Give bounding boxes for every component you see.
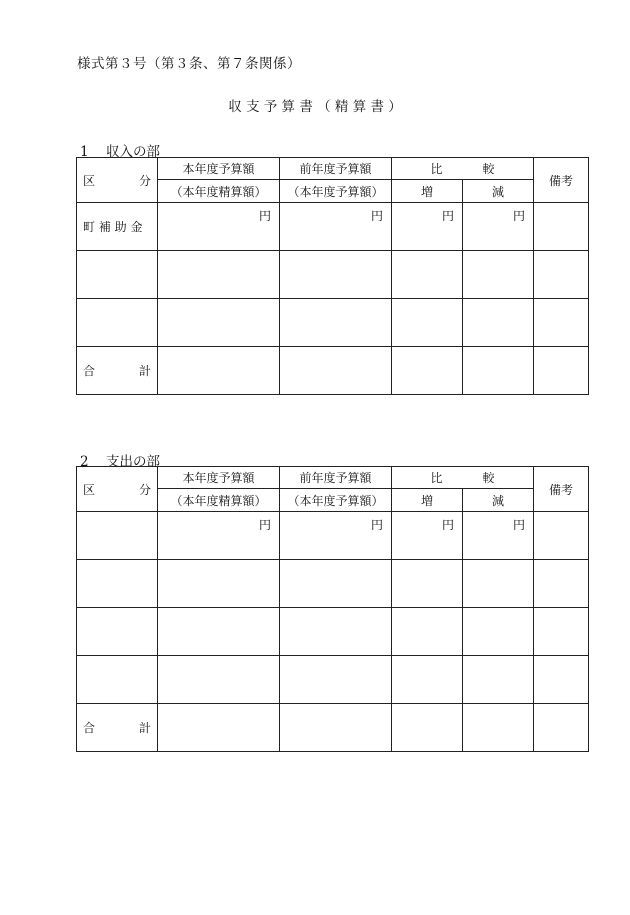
table-cell	[392, 299, 463, 347]
compare-right-label: 較	[482, 471, 495, 485]
table-cell	[534, 299, 589, 347]
income-table	[76, 157, 589, 395]
previous-year-header: 前年度予算額	[280, 158, 392, 180]
previous-year-subheader: （本年度予算額）	[280, 489, 392, 512]
kubun-header	[77, 467, 158, 512]
compare-header	[392, 158, 534, 180]
table-row	[77, 560, 589, 608]
decrease-header: 減	[463, 180, 534, 203]
yen-unit: 円	[463, 512, 534, 560]
table-cell	[534, 704, 589, 752]
expense-section-number: 2	[80, 454, 89, 470]
remarks-header: 備考	[534, 158, 589, 203]
table-row	[77, 203, 589, 251]
decrease-header: 減	[463, 489, 534, 512]
previous-year-subheader: （本年度予算額）	[280, 180, 392, 203]
yen-unit: 円	[280, 203, 392, 251]
table-cell	[280, 299, 392, 347]
table-cell	[534, 560, 589, 608]
table-cell	[463, 608, 534, 656]
table-cell	[392, 347, 463, 395]
current-year-subheader: （本年度精算額）	[158, 180, 280, 203]
table-cell	[158, 299, 280, 347]
table-cell	[280, 347, 392, 395]
income-header-row	[77, 158, 589, 180]
compare-right-label: 較	[482, 162, 495, 176]
yen-unit: 円	[463, 203, 534, 251]
total-row	[77, 347, 589, 395]
table-cell	[280, 704, 392, 752]
table-cell	[534, 251, 589, 299]
kubun-right-label: 分	[138, 482, 151, 497]
table-cell	[463, 299, 534, 347]
total-row	[77, 704, 589, 752]
table-cell	[534, 347, 589, 395]
table-cell	[534, 656, 589, 704]
increase-header: 増	[392, 489, 463, 512]
income-section-number: 1	[80, 144, 89, 160]
previous-year-header: 前年度予算額	[280, 467, 392, 489]
income-section-title: 収入の部	[106, 144, 160, 160]
total-right-label: 計	[138, 721, 151, 735]
table-cell	[463, 560, 534, 608]
expense-section-title: 支出の部	[106, 454, 160, 470]
total-left-label: 合	[83, 721, 96, 735]
total-label	[77, 704, 158, 752]
current-year-subheader: （本年度精算額）	[158, 489, 280, 512]
table-cell	[77, 560, 158, 608]
table-row	[77, 512, 589, 560]
table-cell	[463, 347, 534, 395]
table-row	[77, 608, 589, 656]
form-number: 様式第３号（第３条、第７条関係）	[77, 56, 301, 72]
table-row	[77, 656, 589, 704]
total-left-label: 合	[83, 364, 96, 378]
kubun-left-label: 区	[83, 173, 96, 188]
table-cell	[77, 608, 158, 656]
table-cell	[392, 251, 463, 299]
table-cell	[463, 656, 534, 704]
table-cell	[77, 656, 158, 704]
kubun-header	[77, 158, 158, 203]
kubun-right-label: 分	[138, 173, 151, 188]
table-cell	[392, 608, 463, 656]
table-cell	[463, 704, 534, 752]
table-cell	[158, 608, 280, 656]
table-cell	[158, 347, 280, 395]
table-cell	[158, 656, 280, 704]
current-year-header: 本年度予算額	[158, 467, 280, 489]
table-cell	[280, 608, 392, 656]
expense-table	[76, 466, 589, 752]
table-cell	[158, 560, 280, 608]
kubun-left-label: 区	[83, 482, 96, 497]
total-label	[77, 347, 158, 395]
table-cell	[534, 608, 589, 656]
yen-unit: 円	[392, 512, 463, 560]
remarks-cell	[534, 512, 589, 560]
compare-left-label: 比	[430, 162, 443, 176]
table-row	[77, 299, 589, 347]
table-cell	[77, 299, 158, 347]
yen-unit: 円	[158, 203, 280, 251]
table-cell	[77, 512, 158, 560]
table-cell	[158, 704, 280, 752]
yen-unit: 円	[158, 512, 280, 560]
compare-left-label: 比	[430, 471, 443, 485]
document-title: 収 支 予 算 書 （ 精 算 書 ）	[228, 99, 402, 115]
income-item-label: 町 補 助 金	[77, 203, 158, 251]
remarks-header: 備考	[534, 467, 589, 512]
table-cell	[463, 251, 534, 299]
increase-header: 増	[392, 180, 463, 203]
table-cell	[280, 560, 392, 608]
remarks-cell	[534, 203, 589, 251]
table-row	[77, 251, 589, 299]
total-right-label: 計	[138, 364, 151, 378]
table-cell	[77, 251, 158, 299]
expense-header-row	[77, 467, 589, 489]
table-cell	[280, 251, 392, 299]
table-cell	[392, 704, 463, 752]
yen-unit: 円	[392, 203, 463, 251]
current-year-header: 本年度予算額	[158, 158, 280, 180]
table-cell	[158, 251, 280, 299]
table-cell	[280, 656, 392, 704]
table-cell	[392, 560, 463, 608]
table-cell	[392, 656, 463, 704]
yen-unit: 円	[280, 512, 392, 560]
compare-header	[392, 467, 534, 489]
